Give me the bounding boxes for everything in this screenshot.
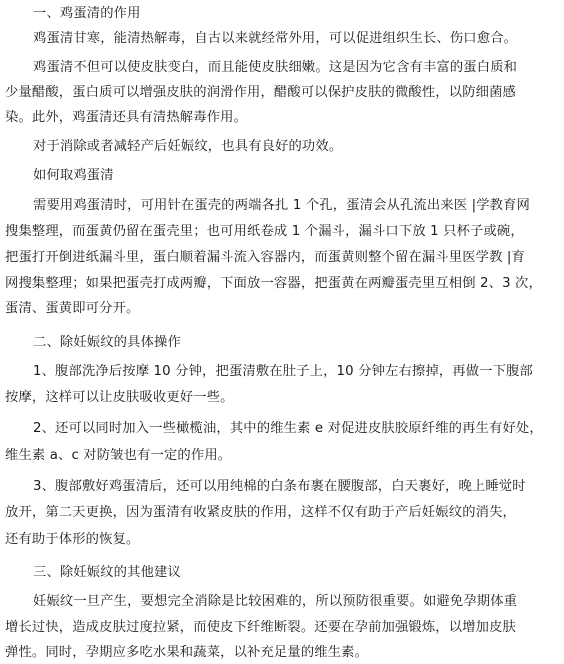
- paragraph-line: 染。此外，鸡蛋清还具有清热解毒作用。: [5, 110, 248, 125]
- paragraph-line: 对于消除或者减轻产后妊娠纹，也具有良好的功效。: [33, 139, 343, 154]
- paragraph-line: 需要用鸡蛋清时，可用针在蛋壳的两端各扎 1 个孔，蛋清会从孔流出来医 |学教育网: [33, 198, 531, 213]
- paragraph-line: 把蛋打开倒进纸漏斗里，蛋白顺着漏斗流入容器内，而蛋黄则整个留在漏斗里医学教 |育: [5, 250, 525, 265]
- paragraph-line: 网搜集整理；如果把蛋壳打成两瓣，下面放一容器，把蛋黄在两瓣蛋壳里互相倒 2、3 次，: [5, 276, 542, 291]
- paragraph-line: 蛋清、蛋黄即可分开。: [5, 301, 140, 316]
- paragraph-line: 鸡蛋清不但可以使皮肤变白，而且能使皮肤细嫩。这是因为它含有丰富的蛋白质和: [33, 60, 518, 75]
- paragraph-line: 3、腹部敷好鸡蛋清后，还可以用纯棉的白条布裹在腰腹部，白天裹好，晚上睡觉时: [33, 479, 526, 494]
- section-heading-1: 一、鸡蛋清的作用: [33, 6, 141, 21]
- paragraph-line: 妊娠纹一旦产生，要想完全消除是比较困难的，所以预防很重要。如避免孕期体重: [33, 594, 518, 609]
- paragraph-line: 维生素 a、c 对防皱也有一定的作用。: [5, 448, 232, 463]
- paragraph-line: 弹性。同时，孕期应多吃水果和蔬菜，以补充足量的维生素。: [5, 645, 369, 660]
- paragraph-line: 鸡蛋清甘寒，能清热解毒，自古以来就经常外用，可以促进组织生长、伤口愈合。: [33, 31, 518, 46]
- subheading: 如何取鸡蛋清: [33, 168, 114, 183]
- paragraph-line: 1、腹部洗净后按摩 10 分钟，把蛋清敷在肚子上，10 分钟左右擦掉，再做一下腹部: [33, 364, 533, 379]
- section-heading-3: 三、除妊娠纹的其他建议: [33, 565, 181, 580]
- paragraph-line: 放开，第二天更换，因为蛋清有收紧皮肤的作用，这样不仅有助于产后妊娠纹的消失，: [5, 505, 516, 520]
- paragraph-line: 搜集整理，而蛋黄仍留在蛋壳里；也可用纸卷成 1 个漏斗，漏斗口下放 1 只杯子或碗，: [5, 224, 524, 239]
- section-heading-2: 二、除妊娠纹的具体操作: [33, 335, 181, 350]
- paragraph-line: 增长过快，造成皮肤过度拉紧，而使皮下纤维断裂。还要在孕前加强锻炼，以增加皮肤: [5, 620, 516, 635]
- paragraph-line: 按摩，这样可以让皮肤吸收更好一些。: [5, 390, 234, 405]
- paragraph-line: 2、还可以同时加入一些橄榄油，其中的维生素 e 对促进皮肤胶原纤维的再生有好处，: [33, 421, 543, 436]
- paragraph-line: 少量醋酸，蛋白质可以增强皮肤的润滑作用，醋酸可以保护皮肤的微酸性，以防细菌感: [5, 85, 516, 100]
- paragraph-line: 还有助于体形的恢复。: [5, 532, 140, 547]
